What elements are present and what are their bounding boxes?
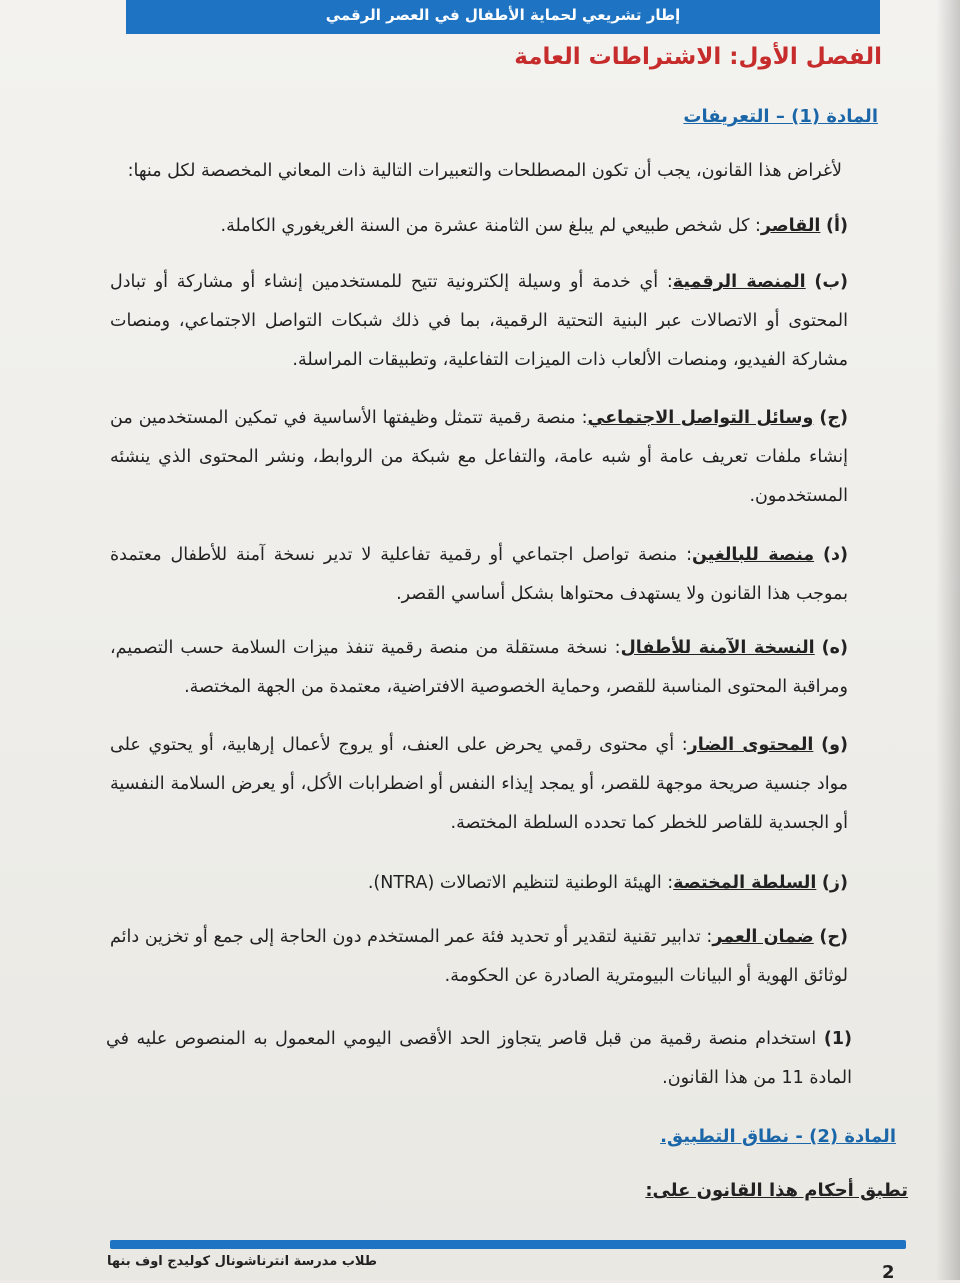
definition-child-safe-version bbox=[110, 629, 848, 707]
definition-term: النسخة الآمنة للأطفال bbox=[620, 638, 815, 658]
definition-letter: (ب) bbox=[814, 272, 848, 292]
definition-letter: (ز) bbox=[821, 873, 848, 893]
definitions-intro: لأغراض هذا القانون، يجب أن تكون المصطلحات والتعبيرات التالية ذات المعاني المخصصة لكل منها: bbox=[127, 161, 842, 181]
article-1-heading: المادة (1) – التعريفات bbox=[683, 106, 878, 127]
definition-text: : نسخة مستقلة من منصة رقمية تنفذ ميزات السلامة حسب التصميم، ومراقبة المحتوى المناسبة للقصر، وحماية الخصوصية الافتراضية، معتمدة من الجهة المختصة. bbox=[110, 638, 848, 697]
definition-digital-platform bbox=[110, 263, 848, 380]
definition-age-assurance bbox=[110, 918, 848, 996]
definition-text: : أي خدمة أو وسيلة إلكترونية تتيح للمستخدمين إنشاء أو مشاركة أو تبادل المحتوى أو الاتصالات عبر البنية التحتية الرقمية، بما في ذلك شبكات التواصل الاجتماعي، ومنصات مشاركة الفيديو، ومنصات الألعاب ذات الميزات التفاعلية، وتطبيقات المراسلة. bbox=[110, 272, 848, 370]
definition-social-media bbox=[110, 399, 848, 516]
definition-text: : منصة رقمية تتمثل وظيفتها الأساسية في تمكين المستخدمين من إنشاء ملفات تعريف عامة أو شبه عامة، والتفاعل مع شبكة من الروابط، ونشر المحتوى الذي ينشئه المستخدمون. bbox=[110, 408, 848, 506]
definition-competent-authority bbox=[110, 864, 848, 903]
definition-letter: (ج) bbox=[819, 408, 848, 428]
definition-text: : منصة تواصل اجتماعي أو رقمية تفاعلية لا تدير نسخة آمنة للأطفال معتمدة بموجب هذا القانون ولا يستهدف محتواها بشكل أساسي القصر. bbox=[110, 545, 848, 604]
article-2-heading: المادة (2) - نطاق التطبيق. bbox=[660, 1126, 896, 1147]
footer-divider bbox=[110, 1240, 906, 1249]
definition-term: المحتوى الضار bbox=[687, 735, 814, 755]
clause-usage-limit bbox=[106, 1020, 852, 1098]
definition-text: : تدابير تقنية لتقدير أو تحديد فئة عمر المستخدم دون الحاجة إلى جمع أو تخزين دائم لوثائق الهوية أو البيانات البيومترية الصادرة عن الحكومة. bbox=[110, 927, 848, 986]
definition-letter: (أ) bbox=[826, 216, 848, 236]
definition-adult-platform bbox=[110, 536, 848, 614]
clause-text: استخدام منصة رقمية من قبل قاصر يتجاوز الحد الأقصى اليومي المعمول به المنصوص عليه في المادة 11 من هذا القانون. bbox=[106, 1029, 852, 1088]
definition-term: منصة للبالغين bbox=[692, 545, 815, 565]
scope-intro: تطبق أحكام هذا القانون على: bbox=[645, 1180, 908, 1201]
definition-term: وسائل التواصل الاجتماعي bbox=[587, 408, 814, 428]
definition-letter: (ح) bbox=[819, 927, 848, 947]
definition-text: : كل شخص طبيعي لم يبلغ سن الثامنة عشرة من السنة الغريغوري الكاملة. bbox=[220, 216, 761, 236]
definition-minor bbox=[110, 207, 848, 246]
footer-school-name: طلاب مدرسة انترناشونال كوليدج اوف بنها bbox=[106, 1254, 377, 1269]
document-header: إطار تشريعي لحماية الأطفال في العصر الرقمي bbox=[126, 0, 880, 34]
definition-term: المنصة الرقمية bbox=[672, 272, 806, 292]
definition-text: : الهيئة الوطنية لتنظيم الاتصالات (NTRA). bbox=[367, 873, 674, 893]
definition-letter: (و) bbox=[821, 735, 848, 755]
page-edge-shadow bbox=[936, 0, 960, 1280]
chapter-title: الفصل الأول: الاشتراطات العامة bbox=[514, 44, 882, 70]
definition-harmful-content bbox=[110, 726, 848, 843]
definition-term: ضمان العمر bbox=[712, 927, 814, 947]
page-number: 2 bbox=[882, 1262, 895, 1283]
definition-term: القاصر bbox=[760, 216, 821, 236]
definition-letter: (ه) bbox=[821, 638, 848, 658]
definition-text: : أي محتوى رقمي يحرض على العنف، أو يروج لأعمال إرهابية، أو يحتوي على مواد جنسية صريحة موجهة للقصر، أو يمجد إيذاء النفس أو اضطرابات الأكل، أو يعرض السلامة النفسية أو الجسدية للقاصر للخطر كما تحدده السلطة المختصة. bbox=[110, 735, 848, 833]
definition-term: السلطة المختصة bbox=[673, 873, 817, 893]
definition-letter: (د) bbox=[823, 545, 848, 565]
clause-number: (1) bbox=[823, 1029, 852, 1049]
